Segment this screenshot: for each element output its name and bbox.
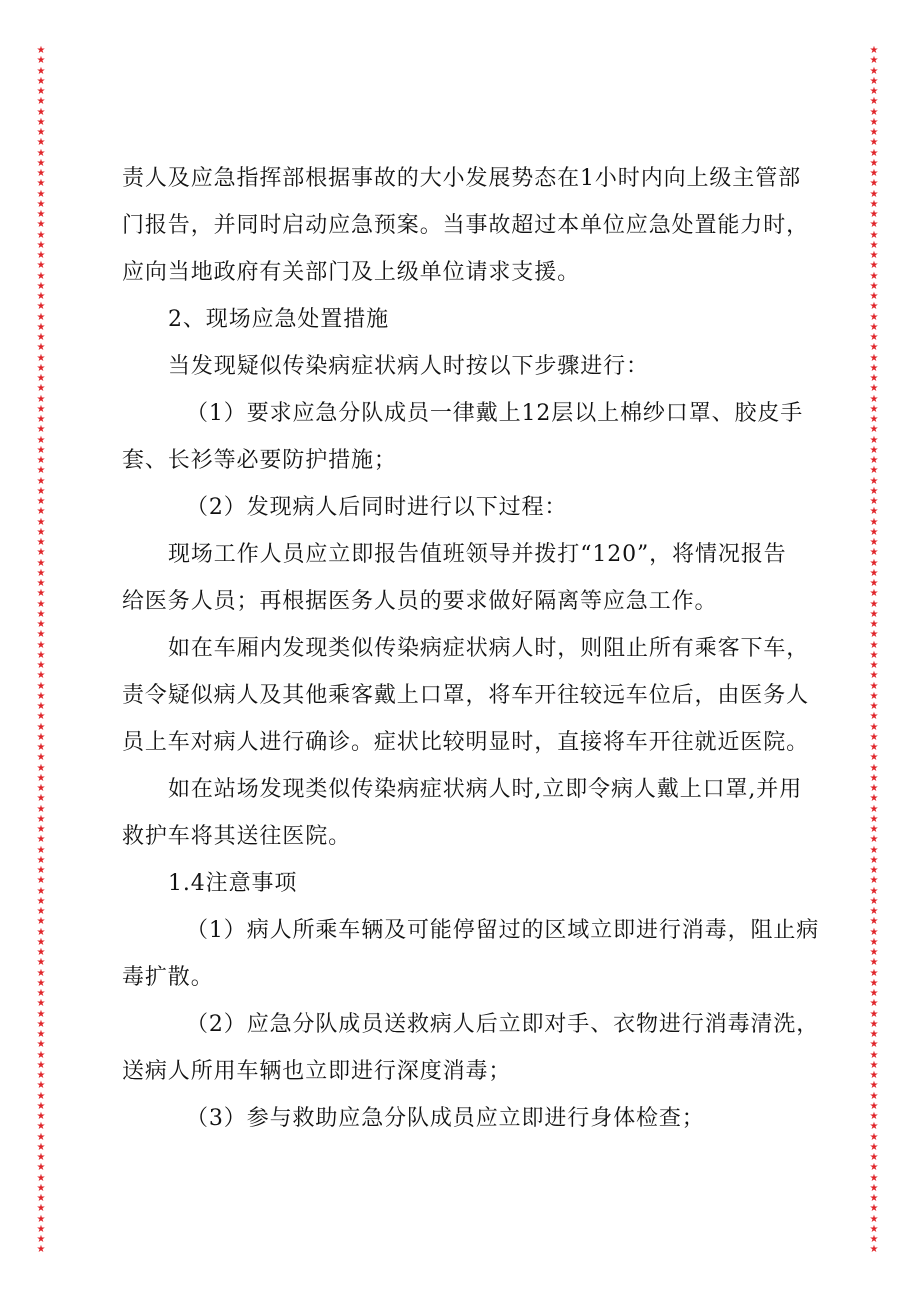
text-line: 1.4注意事项 (168, 871, 298, 896)
text-line: 应向当地政府有关部门及上级单位请求支援。 (122, 260, 581, 285)
right-star-border: ★ ★ ★ ★ ★ ★ ★ ★ ★ ★ ★ ★ ★ ★ ★ ★ ★ ★ ★ ★ ★ ★ ★ ★ ★ ★ ★ ★ ★ ★ ★ ★ ★ ★ ★ ★ ★ ★ ★ ★ ★ ★ ★ ★ ★ ★ ★ ★ ★ ★ ★ ★ ★ ★ ★ ★ ★ ★ ★ ★ ★ ★ ★ ★ ★ ★ ★ ★ ★ ★ ★ ★ ★ ★ ★ ★ ★ ★ ★ ★ ★ ★ ★ ★ ★ ★ ★ ★ ★ ★ ★ ★ ★ ★ ★ ★ ★ ★ ★ ★ ★ ★ ★ ★ ★ ★ ★ ★ ★ ★ ★ ★ ★ ★ ★ ★ ★ ★ (869, 46, 879, 1256)
paragraph-call-120 (122, 531, 822, 625)
paragraph-note-2-disinfect-team (122, 1001, 822, 1095)
text-line: 如在站场发现类似传染病症状病人时,立即令病人戴上口罩,并用 (168, 777, 803, 802)
section-heading-notes (122, 860, 822, 907)
text-line: 现场工作人员应立即报告值班领导并拨打“120”，将情况报告 (168, 542, 787, 567)
text-line: 当发现疑似传染病症状病人时按以下步骤进行： (168, 354, 649, 379)
text-line: （2）应急分队成员送救病人后立即对手、衣物进行消毒清洗， (186, 1012, 820, 1037)
paragraph-at-station (122, 766, 822, 860)
text-line: （3）参与救助应急分队成员应立即进行身体检查； (186, 1106, 705, 1131)
text-line: 给医务人员；再根据医务人员的要求做好隔离等应急工作。 (122, 589, 718, 614)
text-line: 2、现场应急处置措施 (168, 307, 389, 332)
paragraph-item-1-protection (122, 390, 822, 484)
paragraph-note-3-health-check (122, 1095, 822, 1142)
text-line: 门报告，并同时启动应急预案。当事故超过本单位应急处置能力时， (122, 213, 810, 238)
text-line: 救护车将其送往医院。 (122, 824, 352, 849)
text-line: （1）要求应急分队成员一律戴上12层以上棉纱口罩、胶皮手 (186, 401, 804, 426)
text-line: （2）发现病人后同时进行以下过程： (186, 495, 568, 520)
text-line: 责人及应急指挥部根据事故的大小发展势态在1小时内向上级主管部 (122, 166, 801, 191)
text-line: 如在车厢内发现类似传染病症状病人时，则阻止所有乘客下车， (168, 636, 810, 661)
paragraph-report-to-superior (122, 155, 822, 296)
document-body (122, 155, 822, 1142)
left-star-border: ★ ★ ★ ★ ★ ★ ★ ★ ★ ★ ★ ★ ★ ★ ★ ★ ★ ★ ★ ★ ★ ★ ★ ★ ★ ★ ★ ★ ★ ★ ★ ★ ★ ★ ★ ★ ★ ★ ★ ★ ★ ★ ★ ★ ★ ★ ★ ★ ★ ★ ★ ★ ★ ★ ★ ★ ★ ★ ★ ★ ★ ★ ★ ★ ★ ★ ★ ★ ★ ★ ★ ★ ★ ★ ★ ★ ★ ★ ★ ★ ★ ★ ★ ★ ★ ★ ★ ★ ★ ★ ★ ★ ★ ★ ★ ★ ★ ★ ★ ★ ★ ★ ★ ★ ★ ★ ★ ★ ★ ★ ★ ★ ★ ★ ★ ★ ★ ★ (36, 46, 46, 1256)
paragraph-in-vehicle (122, 625, 822, 766)
text-line: 送病人所用车辆也立即进行深度消毒； (122, 1059, 512, 1084)
section-heading-onsite-measures (122, 296, 822, 343)
text-line: 毒扩散。 (122, 965, 214, 990)
paragraph-note-1-disinfect-area (122, 907, 822, 1001)
paragraph-steps-intro (122, 343, 822, 390)
text-line: 责令疑似病人及其他乘客戴上口罩，将车开往较远车位后，由医务人 (122, 683, 810, 708)
text-line: 员上车对病人进行确诊。症状比较明显时，直接将车开往就近医院。 (122, 730, 810, 755)
text-line: 套、长衫等必要防护措施； (122, 448, 397, 473)
paragraph-item-2-process (122, 484, 822, 531)
text-line: （1）病人所乘车辆及可能停留过的区域立即进行消毒，阻止病 (186, 918, 820, 943)
